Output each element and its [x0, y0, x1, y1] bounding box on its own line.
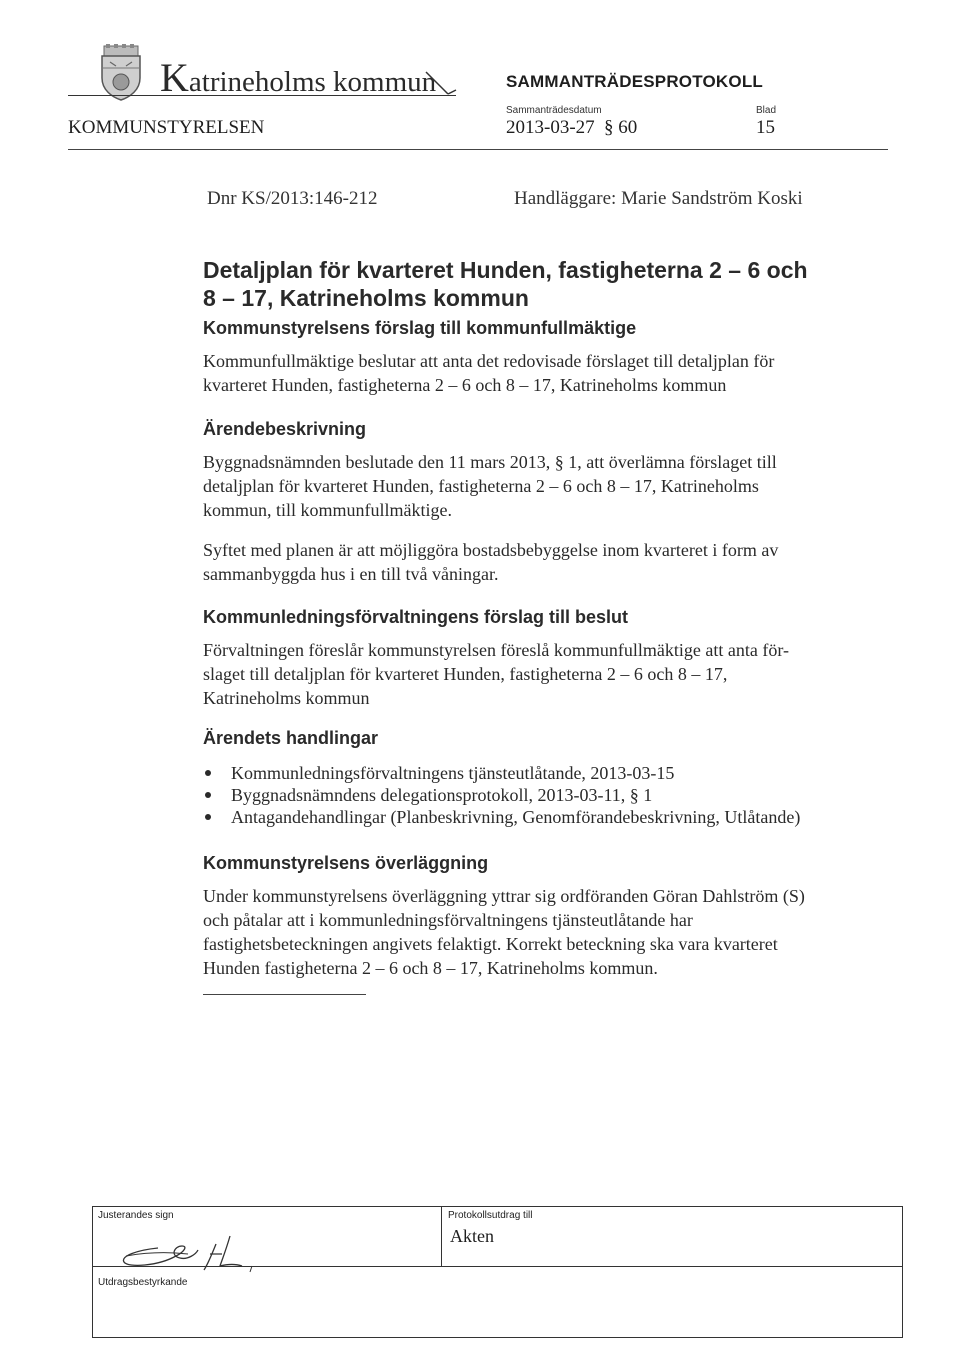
- paragraph-deliberation: [203, 884, 805, 980]
- document-title: [203, 256, 883, 312]
- text-line: Kommunfullmäktige beslutar att anta det redovisade förslaget till detaljplan för: [203, 351, 775, 371]
- text-line: Förvaltningen föreslår kommunstyrelsen föreslå kommunfullmäktige att anta för-: [203, 640, 789, 660]
- bullet-icon: [205, 770, 211, 776]
- bullet-icon: [205, 792, 211, 798]
- page-label: Blad: [756, 105, 777, 116]
- header-slash-decoration: [422, 70, 458, 96]
- list-item-text: Byggnadsnämndens delegationsprotokoll, 2013-03-11, § 1: [231, 785, 653, 805]
- text-line: kvarteret Hunden, fastigheterna 2 – 6 och 8 – 17, Katrineholms kommun: [203, 375, 727, 395]
- document-title-line: Detaljplan för kvarteret Hunden, fastigheterna 2 – 6 och: [203, 257, 808, 283]
- meeting-date-label: Sammanträdesdatum: [506, 105, 602, 116]
- section-heading-case-documents: Ärendets handlingar: [203, 728, 379, 748]
- handwritten-signature: [118, 1226, 268, 1276]
- meeting-date: 2013-03-27: [506, 117, 595, 138]
- protocol-title: SAMMANTRÄDESPROTOKOLL: [506, 72, 763, 91]
- municipal-crest-icon: [96, 44, 146, 102]
- text-line: slaget till detaljplan för kvarteret Hunden, fastigheterna 2 – 6 och 8 – 17,: [203, 664, 728, 684]
- text-line: fastighetsbeteckningen angivets felaktigt. Korrekt beteckning ska vara kvarteret: [203, 934, 778, 954]
- minutes-extract-label: Protokollsutdrag till: [448, 1210, 533, 1221]
- minutes-extract-recipient: Akten: [450, 1226, 494, 1246]
- paragraph-administration-proposal: [203, 638, 789, 710]
- section-heading-ks-proposal: Kommunstyrelsens förslag till kommunfullmäktige: [203, 318, 637, 338]
- paragraph-case-description-2: [203, 538, 778, 586]
- end-of-section-rule: [203, 994, 366, 995]
- text-line: sammanbyggda hus i en till två våningar.: [203, 564, 499, 584]
- text-line: och påtalar att i kommunledningsförvaltningens tjänsteutlåtande har: [203, 910, 693, 930]
- text-line: Under kommunstyrelsens överläggning yttrar sig ordföranden Göran Dahlström (S): [203, 886, 805, 906]
- list-item-text: Kommunledningsförvaltningens tjänsteutlåtande, 2013-03-15: [231, 763, 675, 783]
- text-line: detaljplan för kvarteret Hunden, fastigheterna 2 – 6 och 8 – 17, Katrineholms: [203, 476, 759, 496]
- diary-number: Dnr KS/2013:146-212: [207, 188, 378, 209]
- header-divider: [68, 149, 888, 150]
- list-item: [203, 762, 800, 784]
- list-item: [203, 784, 800, 806]
- list-item-text: Antagandehandlingar (Planbeskrivning, Genomförandebeskrivning, Utlåtande): [231, 807, 801, 827]
- kommun-name-initial: K: [160, 55, 189, 100]
- text-line: kommun, till kommunfullmäktige.: [203, 500, 452, 520]
- bullet-icon: [205, 814, 211, 820]
- section-heading-deliberation: Kommunstyrelsens överläggning: [203, 853, 489, 873]
- list-item: [203, 806, 800, 828]
- kommun-name-rest: atrineholms kommun: [188, 66, 437, 98]
- text-line: Katrineholms kommun: [203, 688, 370, 708]
- document-title-line: 8 – 17, Katrineholms kommun: [203, 285, 529, 311]
- section-heading-administration-proposal: Kommunledningsförvaltningens förslag till beslut: [203, 607, 629, 627]
- signature-box-vertical-divider: [441, 1206, 442, 1266]
- text-line: Hunden fastigheterna 2 – 6 och 8 – 17, Katrineholms kommun.: [203, 958, 658, 978]
- text-line: Syftet med planen är att möjliggöra bostadsbebyggelse inom kvarteret i form av: [203, 540, 779, 560]
- board-name: KOMMUNSTYRELSEN: [68, 117, 265, 138]
- paragraph-ks-proposal: [203, 349, 774, 397]
- section-heading-case-description: Ärendebeskrivning: [203, 419, 367, 439]
- paragraph-number: § 60: [604, 117, 638, 138]
- text-line: Byggnadsnämnden beslutade den 11 mars 2013, § 1, att överlämna förslaget till: [203, 452, 777, 472]
- extract-certification-label: Utdragsbestyrkande: [98, 1277, 188, 1288]
- page-number: 15: [756, 117, 775, 138]
- paragraph-case-description-1: [203, 450, 777, 522]
- case-documents-list: [203, 762, 800, 828]
- case-officer: Handläggare: Marie Sandström Koski: [514, 188, 803, 209]
- adjuster-signature-label: Justerandes sign: [98, 1210, 174, 1221]
- kommun-name: [160, 54, 436, 101]
- kommun-name-underline: [68, 95, 456, 96]
